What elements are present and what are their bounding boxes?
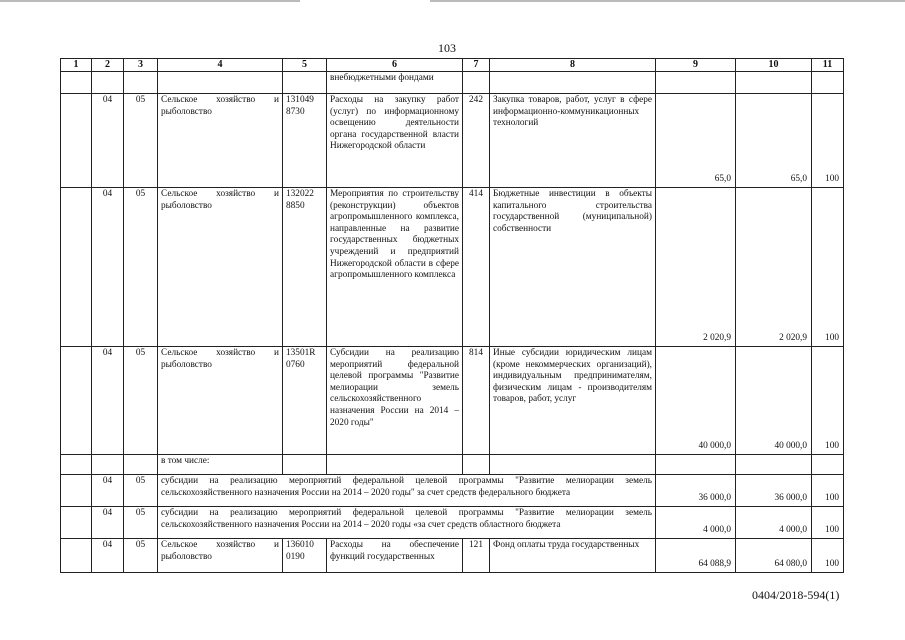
expense-type-code-cell: 414 <box>463 188 490 347</box>
actual-amount-cell: 40 000,0 <box>736 347 812 455</box>
target-code-cell: 136010 0190 <box>283 539 327 573</box>
column-header: 2 <box>92 59 124 72</box>
expense-type-name-cell: Закупка товаров, работ, услуг в сфере информационно-коммуникационных технологий <box>490 94 656 188</box>
actual-amount-cell: 2 020,9 <box>736 188 812 347</box>
document-id: 0404/2018-594(1) <box>752 588 840 602</box>
column-header: 6 <box>327 59 463 72</box>
planned-amount-cell: 64 088,9 <box>656 539 736 573</box>
percent-cell: 100 <box>812 94 844 188</box>
planned-amount-cell: 65,0 <box>656 94 736 188</box>
section-name-cell <box>158 72 283 94</box>
section-cell: 04 <box>92 347 124 455</box>
table-row <box>61 347 844 455</box>
expense-type-code-cell: 121 <box>463 539 490 573</box>
target-code-cell: 13501R 0760 <box>283 347 327 455</box>
section-cell: 04 <box>92 507 124 539</box>
actual-amount-cell: 4 000,0 <box>736 507 812 539</box>
expense-type-name-cell: Иные субсидии юридическим лицам (кроме некоммерческих организаций), индивидуальным предпринимателям, физическим лицам - производителям товаров, работ, услуг <box>490 347 656 455</box>
section-name-cell: Сельское хозяйство и рыболовство <box>158 539 283 573</box>
expense-name-cell <box>327 455 463 475</box>
expense-name-cell: Расходы на обеспечение функций государственных <box>327 539 463 573</box>
planned-amount-cell: 40 000,0 <box>656 347 736 455</box>
section-name-cell: Сельское хозяйство и рыболовство <box>158 94 283 188</box>
column-header: 5 <box>283 59 327 72</box>
subsidy-description-cell: субсидии на реализацию мероприятий федеральной целевой программы "Развитие мелиорации земель сельскохозяйственного назначения России на 2014 – 2020 годы «за счет средств областного бюджета <box>158 507 656 539</box>
percent-cell: 100 <box>812 188 844 347</box>
percent-cell: 100 <box>812 475 844 507</box>
row-number-cell <box>61 72 92 94</box>
target-code-cell <box>283 455 327 475</box>
section-cell: 04 <box>92 539 124 573</box>
percent-cell: 100 <box>812 539 844 573</box>
including-label-cell: в том числе: <box>158 455 283 475</box>
actual-amount-cell: 36 000,0 <box>736 475 812 507</box>
expense-type-code-cell <box>463 455 490 475</box>
section-cell: 04 <box>92 94 124 188</box>
section-cell <box>92 455 124 475</box>
subsection-cell: 05 <box>124 94 158 188</box>
subsection-cell: 05 <box>124 475 158 507</box>
actual-amount-cell: 64 080,0 <box>736 539 812 573</box>
planned-amount-cell: 36 000,0 <box>656 475 736 507</box>
expense-name-cell: внебюджетными фондами <box>327 72 463 94</box>
subsection-cell <box>124 72 158 94</box>
section-name-cell: Сельское хозяйство и рыболовство <box>158 347 283 455</box>
table-row <box>61 475 844 507</box>
section-cell: 04 <box>92 475 124 507</box>
table-row <box>61 188 844 347</box>
column-header: 4 <box>158 59 283 72</box>
row-number-cell <box>61 539 92 573</box>
section-cell <box>92 72 124 94</box>
expense-type-code-cell: 242 <box>463 94 490 188</box>
column-header: 1 <box>61 59 92 72</box>
page-number: 103 <box>438 41 456 55</box>
column-header: 9 <box>656 59 736 72</box>
scan-edge-top <box>430 0 905 2</box>
percent-cell <box>812 72 844 94</box>
row-number-cell <box>61 455 92 475</box>
expense-type-name-cell <box>490 455 656 475</box>
table-row <box>61 539 844 573</box>
expense-name-cell: Субсидии на реализацию мероприятий федеральной целевой программы "Развитие мелиорации земель сельскохозяйственного назначения России на 2014 – 2020 годы" <box>327 347 463 455</box>
percent-cell: 100 <box>812 347 844 455</box>
column-header: 8 <box>490 59 656 72</box>
row-number-cell <box>61 94 92 188</box>
expense-name-cell: Мероприятия по строительству (реконструкции) объектов агропромышленного комплекса, направленные на развитие государственных бюджетных учреждений и предприятий Нижегородской области в сфере агропромышленного комплекса <box>327 188 463 347</box>
scan-edge-top <box>0 0 300 2</box>
column-header: 11 <box>812 59 844 72</box>
actual-amount-cell <box>736 455 812 475</box>
table-row <box>61 507 844 539</box>
actual-amount-cell: 65,0 <box>736 94 812 188</box>
expense-type-code-cell: 814 <box>463 347 490 455</box>
planned-amount-cell <box>656 455 736 475</box>
planned-amount-cell: 2 020,9 <box>656 188 736 347</box>
target-code-cell: 131049 8730 <box>283 94 327 188</box>
row-number-cell <box>61 188 92 347</box>
percent-cell <box>812 455 844 475</box>
percent-cell: 100 <box>812 507 844 539</box>
expense-type-name-cell <box>490 72 656 94</box>
column-header: 10 <box>736 59 812 72</box>
subsidy-description-cell: субсидии на реализацию мероприятий федеральной целевой программы "Развитие мелиорации земель сельскохозяйственного назначения России на 2014 – 2020 годы" за счет средств федерального бюджета <box>158 475 656 507</box>
subsection-cell: 05 <box>124 188 158 347</box>
column-header: 3 <box>124 59 158 72</box>
expense-type-code-cell <box>463 72 490 94</box>
subsection-cell <box>124 455 158 475</box>
table-row <box>61 94 844 188</box>
budget-table <box>60 58 844 573</box>
subsection-cell: 05 <box>124 347 158 455</box>
header-row <box>61 59 844 72</box>
target-code-cell <box>283 72 327 94</box>
expense-type-name-cell: Бюджетные инвестиции в объекты капитального строительства государственной (муниципальной) собственности <box>490 188 656 347</box>
column-header: 7 <box>463 59 490 72</box>
table-row <box>61 72 844 94</box>
section-name-cell: Сельское хозяйство и рыболовство <box>158 188 283 347</box>
row-number-cell <box>61 347 92 455</box>
row-number-cell <box>61 475 92 507</box>
target-code-cell: 132022 8850 <box>283 188 327 347</box>
section-cell: 04 <box>92 188 124 347</box>
expense-type-name-cell: Фонд оплаты труда государственных <box>490 539 656 573</box>
planned-amount-cell: 4 000,0 <box>656 507 736 539</box>
row-number-cell <box>61 507 92 539</box>
table-row <box>61 455 844 475</box>
planned-amount-cell <box>656 72 736 94</box>
subsection-cell: 05 <box>124 539 158 573</box>
expense-name-cell: Расходы на закупку работ (услуг) по информационному освещению деятельности органа государственной власти Нижегородской области <box>327 94 463 188</box>
actual-amount-cell <box>736 72 812 94</box>
subsection-cell: 05 <box>124 507 158 539</box>
